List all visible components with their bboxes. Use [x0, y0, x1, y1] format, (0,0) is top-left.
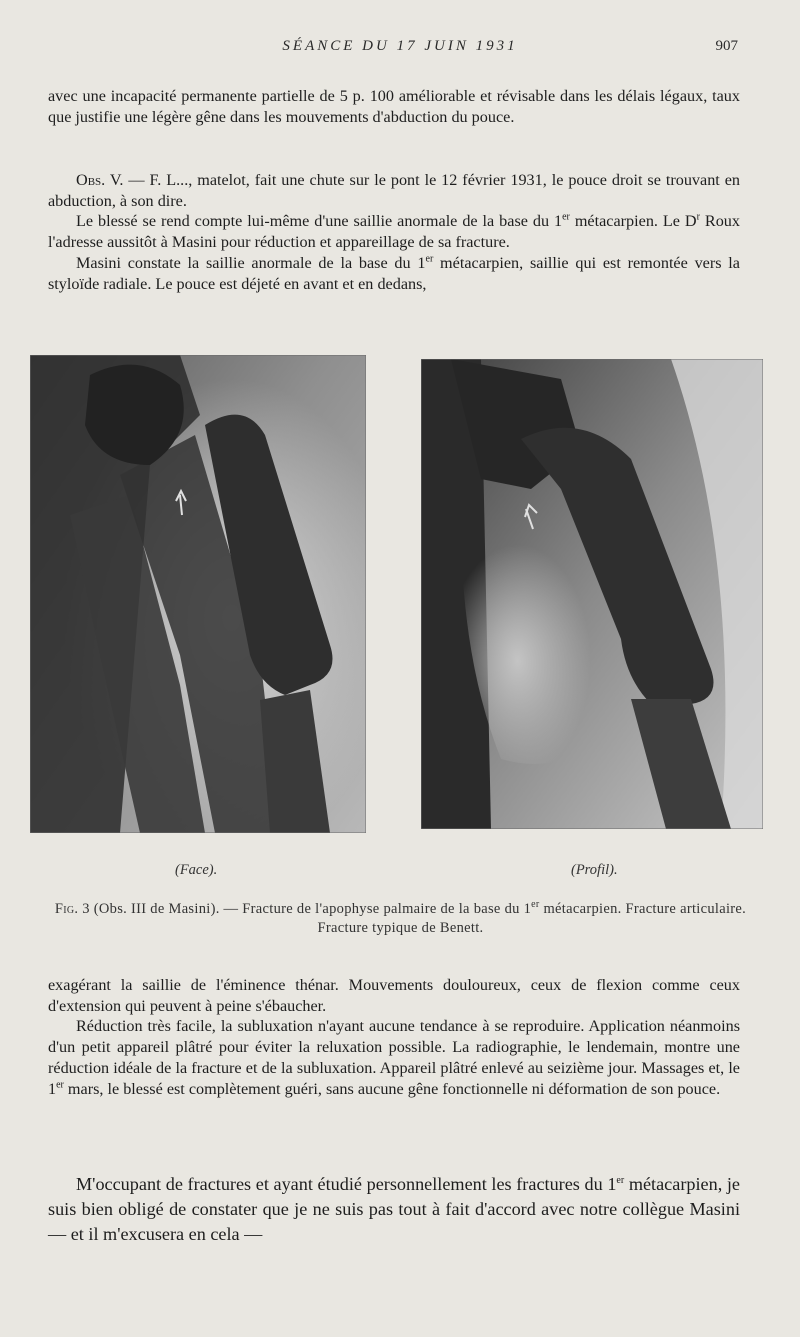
observation-intro	[48, 170, 740, 211]
observation-label: Obs. V.	[76, 171, 124, 189]
paragraph: exagérant la saillie de l'éminence thénar. Mouvements douloureux, ceux de flexion comme ceux d'extension qui peuvent à peine s'ébaucher.	[48, 976, 740, 1015]
running-title: SÉANCE DU 17 JUIN 1931	[282, 38, 518, 54]
figure-number: Fig. 3	[54, 901, 90, 917]
paragraph: M'occupant de fractures et ayant étudié personnellement les fractures du 1er métacarpien, je suis bien obligé de constater que je ne suis pas tout à fait d'accord avec notre collègue Masini — et il m'excusera en cela —	[48, 1174, 740, 1244]
figure-label-profil: (Profil).	[571, 862, 618, 878]
figure-caption: Fig. 3 (Obs. III de Masini). — Fracture de l'apophyse palmaire de la base du 1er métacarpien. Fracture articulaire. Fracture typique de Benett.	[54, 899, 747, 936]
paragraph: Réduction très facile, la subluxation n'ayant aucune tendance à se reproduire. Application néanmoins d'un petit appareil plâtré pour éviter la reluxation possible. La radiographie, le lendemain, montre une réduction idéale de la fracture et de la subluxation. Appareil plâtré enlevé au seizième jour. Massages et, le 1er mars, le blessé est complètement guéri, sans aucune gêne fonctionnelle ni déformation de son pouce.	[48, 1017, 740, 1098]
opening-paragraph	[48, 86, 740, 127]
paragraph: Le blessé se rend compte lui-même d'une saillie anormale de la base du 1er métacarpien. Le $D^r$ Roux l'adresse aussitôt à Masini pour réduction et appareillage de sa fracture.	[48, 212, 740, 252]
paragraph: Masini constate la saillie anormale de la base du 1er métacarpien, saillie qui est remontée vers la styloïde radiale. Le pouce est déjeté en avant et en dedans,	[48, 253, 740, 293]
page-number: 907	[715, 38, 738, 54]
running-header	[0, 38, 800, 58]
radiograph-profil	[421, 359, 763, 829]
paragraph: avec une incapacité permanente partielle de 5 p. 100 améliorable et révisable dans les délais légaux, taux que justifie une légère gêne dans les mouvements d'abduction du pouce.	[48, 87, 740, 126]
closing-paragraph	[48, 1172, 740, 1247]
observation-text: — F. L..., matelot, fait une chute sur le pont le 12 février 1931, le pouce droit se trouvant en abduction, à son dire.	[48, 171, 740, 210]
radiograph-face	[30, 355, 366, 833]
figure-label-face: (Face).	[175, 862, 218, 878]
observation-v	[48, 170, 740, 294]
observation-continuation	[48, 975, 740, 1099]
